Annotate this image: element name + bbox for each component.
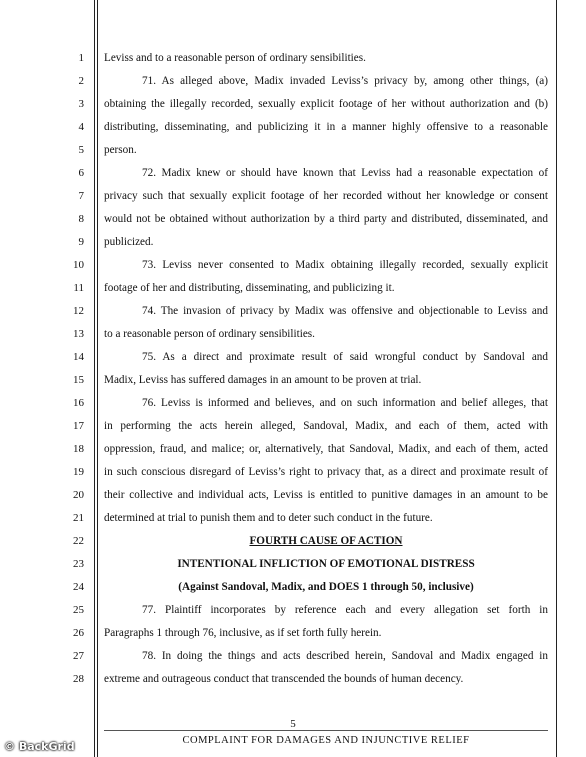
line-number: 18 [73, 443, 84, 455]
line-number: 28 [73, 673, 84, 685]
section-heading: FOURTH CAUSE OF ACTION [249, 535, 403, 547]
text-line: 78. In doing the things and acts described herein, Sandoval and Madix engaged in [142, 650, 548, 662]
text-line: Madix, Leviss has suffered damages in an amount to be proven at trial. [104, 374, 422, 386]
text-line: distributing, disseminating, and publicizing it in a manner highly offensive to a reasonable [104, 121, 548, 133]
line-number: 13 [73, 328, 84, 340]
watermark [4, 740, 75, 753]
line-number: 20 [73, 489, 84, 501]
line-number: 6 [78, 167, 84, 179]
line-number: 4 [78, 121, 84, 133]
line-number: 11 [73, 282, 84, 294]
line-number: 25 [73, 604, 84, 616]
line-number: 5 [78, 144, 84, 156]
page-number: 5 [290, 718, 296, 730]
text-line: person. [104, 144, 137, 156]
text-line: 72. Madix knew or should have known that Leviss had a reasonable expectation of [142, 167, 548, 179]
text-line: publicized. [104, 236, 154, 248]
left-margin-rule [94, 0, 95, 757]
text-line: footage of her and distributing, disseminating, and publicizing it. [104, 282, 395, 294]
line-number: 1 [78, 52, 84, 64]
line-number: 27 [73, 650, 84, 662]
text-line: extreme and outrageous conduct that transcended the bounds of human decency. [104, 673, 464, 685]
line-number: 7 [78, 190, 84, 202]
text-line: Paragraphs 1 through 76, inclusive, as if set forth fully herein. [104, 627, 382, 639]
right-margin-rule [556, 0, 557, 757]
text-line: 71. As alleged above, Madix invaded Leviss’s privacy by, among other things, (a) [142, 75, 548, 87]
line-number: 15 [73, 374, 84, 386]
line-number: 24 [73, 581, 84, 593]
text-line: in performing the acts herein alleged, Sandoval, Madix, and each of them, acted with [104, 420, 548, 432]
line-number: 17 [73, 420, 84, 432]
text-line: 75. As a direct and proximate result of said wrongful conduct by Sandoval and [142, 351, 548, 363]
line-number: 2 [78, 75, 84, 87]
text-line: 74. The invasion of privacy by Madix was offensive and objectionable to Leviss and [142, 305, 548, 317]
line-number: 26 [73, 627, 84, 639]
text-line: determined at trial to punish them and to deter such conduct in the future. [104, 512, 433, 524]
watermark-text: © BackGrid [4, 740, 75, 753]
footer-rule [104, 730, 548, 731]
text-line: obtaining the illegally recorded, sexually explicit footage of her without authorization and (b) [104, 98, 548, 110]
line-number: 14 [73, 351, 84, 363]
text-line: to a reasonable person of ordinary sensibilities. [104, 328, 315, 340]
line-number: 12 [73, 305, 84, 317]
section-heading: INTENTIONAL INFLICTION OF EMOTIONAL DISTRESS [177, 558, 475, 570]
line-number: 23 [73, 558, 84, 570]
text-line: would not be obtained without authorization by a third party and distributed, disseminated, and [104, 213, 548, 225]
text-line: oppression, fraud, and malice; or, alternatively, that Sandoval, Madix, and each of them, acted [104, 443, 548, 455]
text-line: 73. Leviss never consented to Madix obtaining illegally recorded, sexually explicit [142, 259, 548, 271]
line-number: 21 [73, 512, 84, 524]
text-line: 76. Leviss is informed and believes, and on such information and belief alleges, that [142, 397, 548, 409]
section-heading: (Against Sandoval, Madix, and DOES 1 through 50, inclusive) [178, 581, 474, 593]
text-line: their collective and individual acts, Leviss is entitled to punitive damages in an amount to be [104, 489, 548, 501]
line-number: 9 [78, 236, 84, 248]
text-line: 77. Plaintiff incorporates by reference each and every allegation set forth in [142, 604, 548, 616]
text-line: Leviss and to a reasonable person of ordinary sensibilities. [104, 52, 366, 64]
left-margin-rule-inner [97, 0, 98, 757]
line-number: 8 [78, 213, 84, 225]
line-number: 3 [78, 98, 84, 110]
text-line: privacy such that sexually explicit footage of her recorded without her knowledge or consent [104, 190, 548, 202]
line-number: 19 [73, 466, 84, 478]
text-line: in such conscious disregard of Leviss’s right to privacy that, as a direct and proximate result of [104, 466, 548, 478]
footer-caption: COMPLAINT FOR DAMAGES AND INJUNCTIVE RELIEF [182, 735, 470, 746]
line-number: 16 [73, 397, 84, 409]
line-number: 22 [73, 535, 84, 547]
line-number: 10 [73, 259, 84, 271]
